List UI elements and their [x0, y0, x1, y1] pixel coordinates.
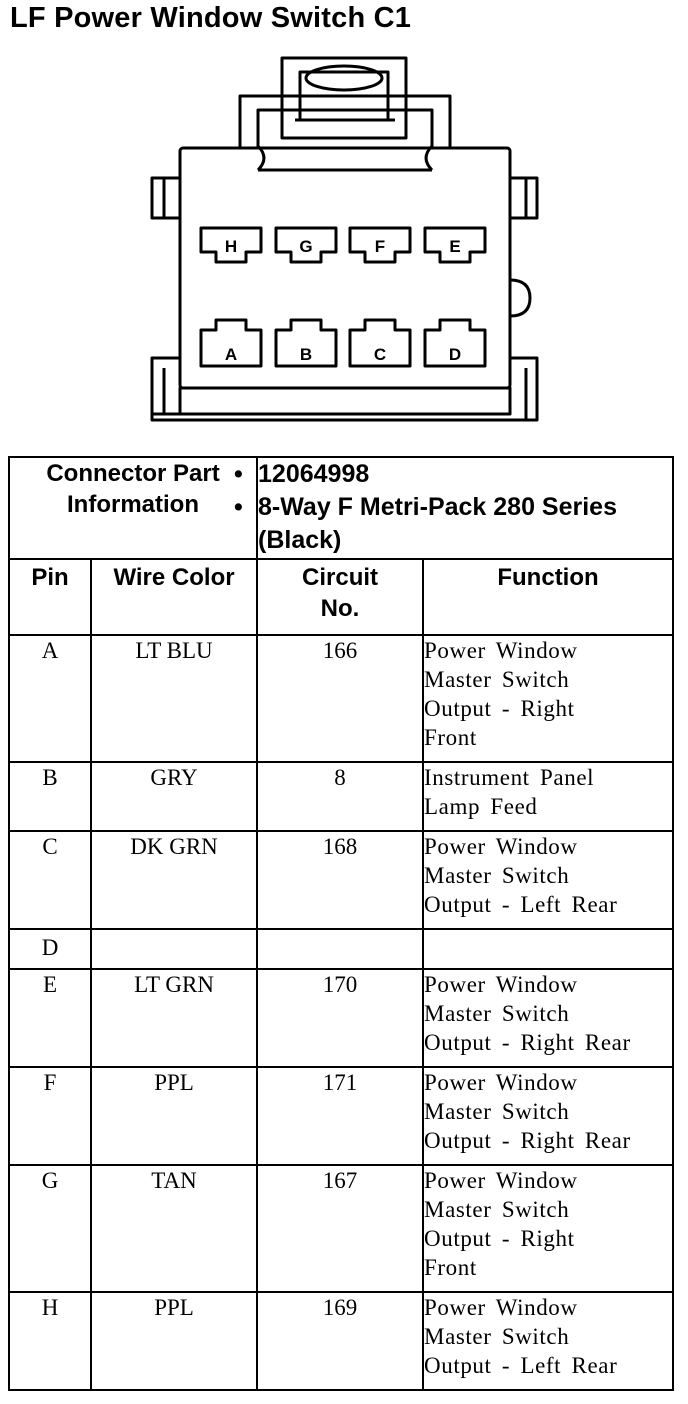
function-cell: Power Window Master Switch Output - Left Rear [423, 1292, 673, 1390]
circuit-cell: 170 [257, 969, 423, 1067]
circuit-cell: 8 [257, 762, 423, 831]
column-header-pin: Pin [9, 559, 91, 635]
wire-color-cell: DK GRN [91, 831, 257, 929]
circuit-cell: 168 [257, 831, 423, 929]
circuit-cell: 167 [257, 1165, 423, 1292]
table-row [9, 635, 673, 762]
function-cell: Power Window Master Switch Output - Left Rear [423, 831, 673, 929]
pin-label-c: C [373, 345, 387, 364]
pin-label-a: A [224, 345, 238, 364]
connector-info-table [8, 456, 674, 1391]
column-header-row [9, 559, 673, 635]
function-cell [423, 929, 673, 969]
wire-color-cell: PPL [91, 1292, 257, 1390]
circuit-cell: 171 [257, 1067, 423, 1165]
table-row [9, 831, 673, 929]
circuit-cell [257, 929, 423, 969]
pin-cell: B [9, 762, 91, 831]
table-row [9, 1292, 673, 1390]
table-row [9, 762, 673, 831]
pin-cell: F [9, 1067, 91, 1165]
part-number: 12064998 [258, 460, 370, 488]
part-info-label: Connector Part Information [9, 457, 257, 559]
pin-label-e: E [449, 237, 461, 256]
wire-color-cell: LT GRN [91, 969, 257, 1067]
connector-latch [240, 96, 450, 148]
circuit-cell: 166 [257, 635, 423, 762]
table-row [9, 929, 673, 969]
part-info-values: • 12064998 • 8-Way F Metri-Pack 280 Series (Black) [257, 457, 673, 559]
function-cell: Power Window Master Switch Output - Right Front [423, 635, 673, 762]
wire-color-cell: GRY [91, 762, 257, 831]
wire-color-cell [91, 929, 257, 969]
table-body [9, 457, 673, 1390]
wire-color-cell: PPL [91, 1067, 257, 1165]
function-cell: Power Window Master Switch Output - Right Rear [423, 969, 673, 1067]
part-info-row [9, 457, 673, 559]
pin-label-b: B [299, 345, 313, 364]
pin-cell: E [9, 969, 91, 1067]
pin-label-d: D [448, 345, 462, 364]
wire-color-cell: LT BLU [91, 635, 257, 762]
column-header-circuit: Circuit No. [257, 559, 423, 635]
pin-cell: G [9, 1165, 91, 1292]
table-row [9, 1067, 673, 1165]
pin-label-h: H [224, 237, 238, 256]
table-row [9, 969, 673, 1067]
pin-label-g: G [299, 237, 313, 256]
pin-label-f: F [374, 237, 386, 256]
pin-cell: A [9, 635, 91, 762]
function-cell: Instrument Panel Lamp Feed [423, 762, 673, 831]
pin-cell: C [9, 831, 91, 929]
pin-cell: D [9, 929, 91, 969]
function-cell: Power Window Master Switch Output - Right Front [423, 1165, 673, 1292]
function-cell: Power Window Master Switch Output - Right Rear [423, 1067, 673, 1165]
page-title: LF Power Window Switch C1 [10, 2, 412, 34]
pin-cell: H [9, 1292, 91, 1390]
table-row [9, 1165, 673, 1292]
connector-left-ear [152, 178, 180, 414]
connector-diagram [0, 48, 688, 428]
part-description: 8-Way F Metri-Pack 280 Series (Black) [258, 493, 617, 554]
wire-color-cell: TAN [91, 1165, 257, 1292]
column-header-function: Function [423, 559, 673, 635]
circuit-cell: 169 [257, 1292, 423, 1390]
column-header-wire-color: Wire Color [91, 559, 257, 635]
connector-right-ear [510, 178, 537, 420]
